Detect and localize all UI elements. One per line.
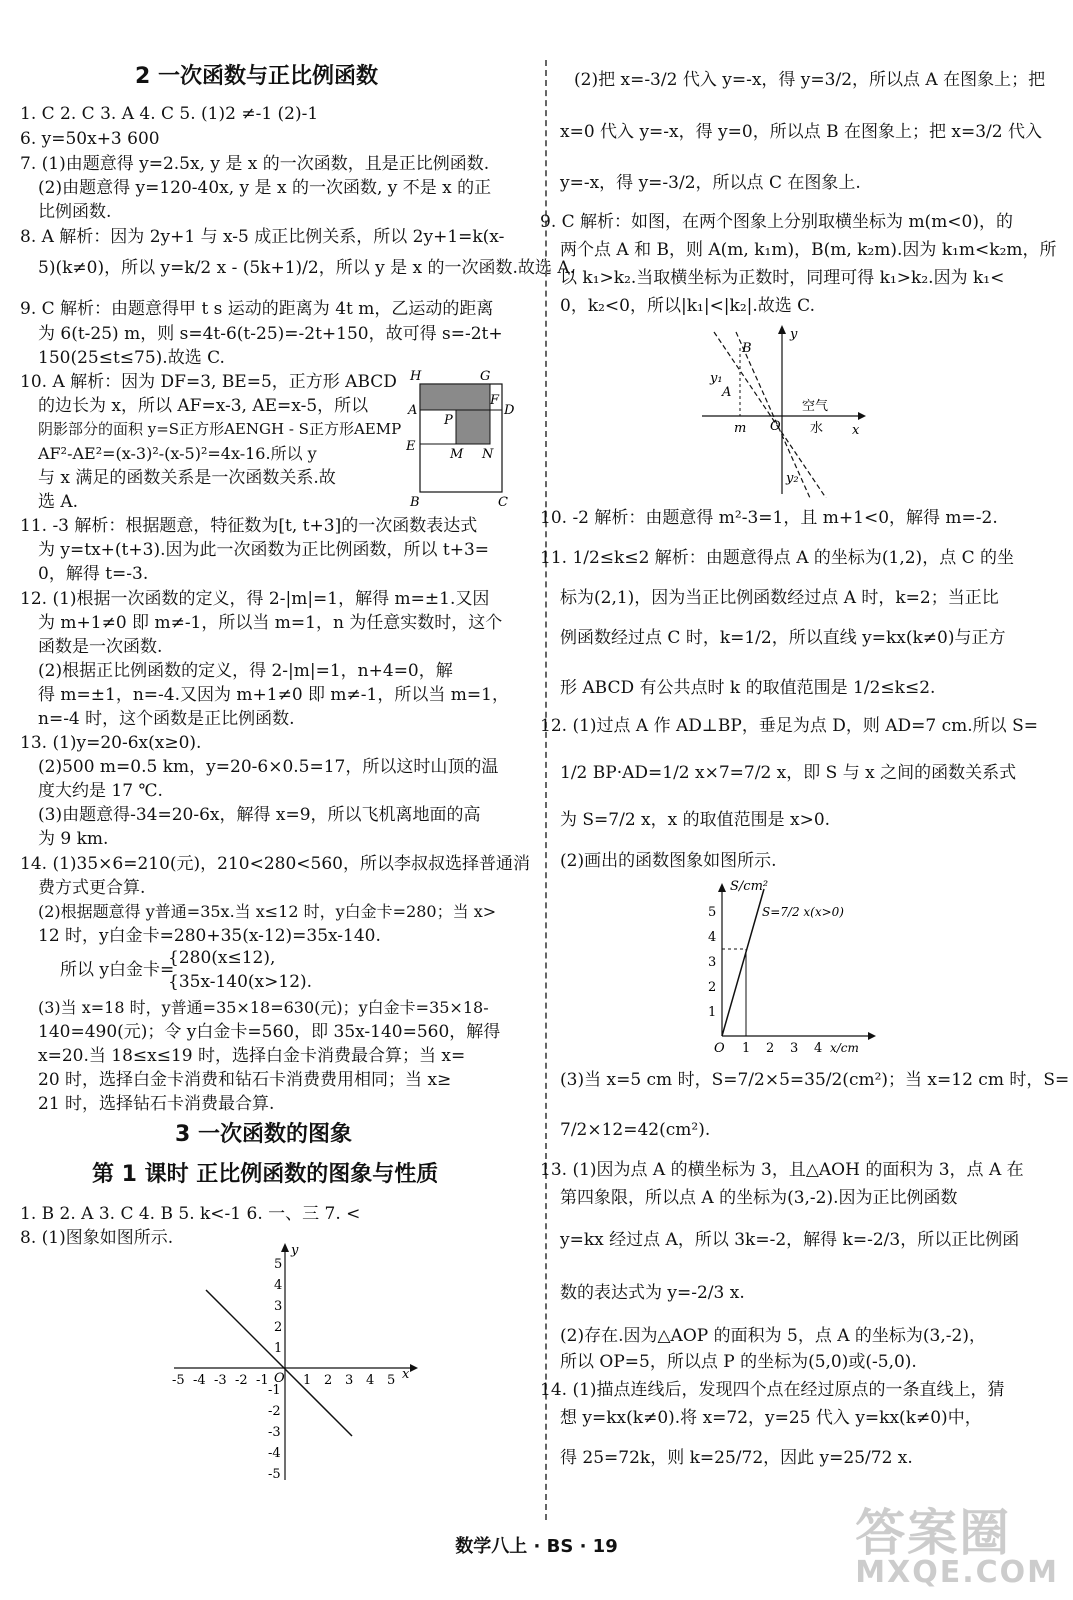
- text-line: (2)把 x=-3/2 代入 y=-x，得 y=3/2，所以点 A 在图象上；把: [574, 70, 1046, 90]
- text-line: (3)当 x=5 cm 时，S=7/2×5=35/2(cm²)；当 x=12 cm 时，S=: [560, 1070, 1070, 1090]
- column-divider: [545, 60, 547, 1520]
- text-line: 9. C 解析：由题意得甲 t s 运动的距离为 4t m，乙运动的距离: [20, 299, 494, 319]
- text-line: 所以 OP=5，所以点 P 的坐标为(5,0)或(-5,0).: [560, 1352, 917, 1372]
- x-tick-label: -1: [256, 1373, 269, 1388]
- label-O: O: [770, 419, 781, 434]
- text-line: 度大约是 17 ℃.: [38, 781, 163, 801]
- x-tick-label: -2: [235, 1373, 248, 1388]
- q9-figure: [700, 322, 870, 498]
- label-air: 空气: [802, 399, 829, 414]
- x-tick-label: 2: [766, 1041, 775, 1056]
- text-line: 1. C 2. C 3. A 4. C 5. (1)2 ≠-1 (2)-1: [20, 104, 319, 124]
- y-tick-label: 4: [708, 930, 717, 945]
- x-tick-labels: [742, 1041, 822, 1056]
- right-column: [540, 0, 1073, 1525]
- text-line: 第四象限，所以点 A 的坐标为(3,-2).因为正比例函数: [560, 1188, 958, 1208]
- text-line: 12. (1)根据一次函数的定义，得 2-|m|=1，解得 m=±1.又因: [20, 589, 490, 609]
- text-line: 150(25≤t≤75).故选 C.: [38, 348, 225, 368]
- label-G: G: [480, 369, 491, 384]
- x-tick-label: 3: [345, 1373, 354, 1388]
- text-line: 的边长为 x，所以 AF=x-3, AE=x-5，所以: [38, 396, 369, 416]
- x-axis-label: x: [402, 1367, 410, 1382]
- text-line: 得 m=±1，n=-4.又因为 m+1≠0 即 m≠-1，所以当 m=1，: [38, 685, 509, 705]
- text-line: 选 A.: [38, 492, 79, 512]
- label-y: y: [790, 327, 798, 342]
- origin-label: O: [274, 1371, 285, 1386]
- y-tick-labels: [268, 1257, 282, 1482]
- q10-figure: [406, 366, 530, 510]
- section-title-3: 3 一次函数的图象: [175, 1122, 352, 1147]
- text-line: (2)500 m=0.5 km，y=20-6×0.5=17，所以这时山顶的温: [38, 757, 499, 777]
- text-line: 得 25=72k，则 k=25/72，因此 y=25/72 x.: [560, 1448, 913, 1468]
- lesson-title: 第 1 课时 正比例函数的图象与性质: [92, 1162, 439, 1187]
- text-line: 两个点 A 和 B，则 A(m, k₁m)，B(m, k₂m).因为 k₁m<k₂m，所: [560, 240, 1057, 260]
- text-line: 为 6(t-25) m，则 s=4t-6(t-25)=-2t+150，故可得 s=-2t+: [38, 324, 503, 344]
- text-line: 标为(2,1)，因为当正比例函数经过点 A 时，k=2；当正比: [560, 588, 999, 608]
- text-line: 形 ABCD 有公共点时 k 的取值范围是 1/2≤k≤2.: [560, 678, 936, 698]
- watermark-url: MXQE.COM: [855, 1555, 1059, 1590]
- x-tick-label: 1: [303, 1373, 312, 1388]
- text-line: 9. C 解析：如图，在两个图象上分别取横坐标为 m(m<0)，的: [540, 212, 1014, 232]
- text-line: (2)画出的函数图象如图所示.: [560, 851, 777, 871]
- text-line: 7. (1)由题意得 y=2.5x, y 是 x 的一次函数，且是正比例函数.: [20, 154, 490, 174]
- label-B: B: [742, 341, 752, 356]
- x-tick-label: 4: [366, 1373, 375, 1388]
- text-line: 以 k₁>k₂.当取横坐标为正数时，同理可得 k₁>k₂.因为 k₁<: [560, 268, 1005, 288]
- text-line: 21 时，选择钻石卡消费最合算.: [38, 1094, 275, 1114]
- y-axis-label: y: [291, 1243, 299, 1258]
- text-line: y=-x，得 y=-3/2，所以点 C 在图象上.: [560, 173, 861, 193]
- text-line: 14. (1)描点连线后，发现四个点在经过原点的一条直线上，猜: [540, 1380, 1005, 1400]
- y-tick-label: 1: [274, 1341, 283, 1356]
- text-line: 函数是一次函数.: [38, 637, 163, 657]
- x-tick-label: 5: [387, 1373, 396, 1388]
- x-tick-label: -4: [193, 1373, 206, 1388]
- label-water: 水: [810, 421, 824, 436]
- text-line: x=20.当 18≤x≤19 时，选择白金卡消费最合算；当 x=: [38, 1046, 466, 1066]
- text-line: (2)由题意得 y=120-40x, y 是 x 的一次函数, y 不是 x 的正: [38, 178, 492, 198]
- x-tick-label: -5: [172, 1373, 185, 1388]
- text-line: 140=490(元)；令 y白金卡=560，即 35x-140=560，解得: [38, 1022, 501, 1042]
- watermark-text: 答案圈: [855, 1504, 1012, 1562]
- x-tick-label: 3: [790, 1041, 799, 1056]
- text-line: 比例函数.: [38, 202, 112, 222]
- label-A: A: [408, 403, 418, 418]
- label-H: H: [410, 369, 422, 384]
- text-line: 14. (1)35×6=210(元)，210<280<560，所以李叔叔选择普通消: [20, 854, 530, 874]
- label-x: x: [852, 423, 860, 438]
- text-line: 0，解得 t=-3.: [38, 564, 149, 584]
- text-line: 10. A 解析：因为 DF=3, BE=5，正方形 ABCD: [20, 372, 397, 392]
- label-m: m: [734, 421, 747, 436]
- text-line: 费方式更合算.: [38, 878, 146, 898]
- origin-label: O: [714, 1041, 725, 1056]
- text-line: (3)当 x=18 时，y普通=35×18=630(元)；y白金卡=35×18-: [38, 998, 489, 1017]
- text-line: (2)根据题意得 y普通=35x.当 x≤12 时，y白金卡=280；当 x>: [38, 902, 497, 921]
- y-tick-label: 1: [708, 1005, 717, 1020]
- text-line: 6. y=50x+3 600: [20, 129, 160, 149]
- label-P: P: [444, 413, 453, 428]
- y-tick-label: -2: [268, 1404, 281, 1419]
- text-line: 为 9 km.: [38, 829, 109, 849]
- y-tick-label: 2: [708, 980, 717, 995]
- text-line: 为 m+1≠0 即 m≠-1，所以当 m=1，n 为任意实数时，这个: [38, 613, 503, 633]
- label-y2: y₂: [786, 471, 799, 486]
- y-tick-label: -5: [268, 1467, 281, 1482]
- x-tick-label: 2: [324, 1373, 333, 1388]
- label-C: C: [498, 495, 508, 510]
- text-line: (2)存在.因为△AOP 的面积为 5，点 A 的坐标为(3,-2)，: [560, 1326, 986, 1346]
- q12-graph: [700, 876, 900, 1056]
- text-line: x=0 代入 y=-x，得 y=0，所以点 B 在图象上；把 x=3/2 代入: [560, 122, 1043, 142]
- text-line: 阴影部分的面积 y=S正方形AENGH - S正方形AEMP: [38, 420, 402, 438]
- text-line: 5)(k≠0)，所以 y=k/2 x - (5k+1)/2，所以 y 是 x 的一次函数.故选 A.: [38, 258, 575, 278]
- text-line: 所以 y白金卡=: [60, 960, 175, 980]
- y-tick-label: 5: [708, 905, 717, 920]
- text-line: 13. (1)因为点 A 的横坐标为 3，且△AOH 的面积为 3，点 A 在: [540, 1160, 1024, 1180]
- text-line: 1. B 2. A 3. C 4. B 5. k<-1 6. 一、三 7. <: [20, 1204, 361, 1224]
- text-line: {35x-140(x>12).: [168, 972, 313, 992]
- text-line: 12 时，y白金卡=280+35(x-12)=35x-140.: [38, 926, 381, 946]
- y-axis-label: S/cm²: [730, 879, 769, 894]
- label-N: N: [482, 447, 494, 462]
- text-line: 为 S=7/2 x，x 的取值范围是 x>0.: [560, 810, 831, 830]
- text-line: 11. -3 解析：根据题意，特征数为[t, t+3]的一次函数表达式: [20, 516, 478, 536]
- text-line: (3)由题意得-34=20-6x，解得 x=9，所以飞机离地面的高: [38, 805, 481, 825]
- text-line: 例函数经过点 C 时，k=1/2，所以直线 y=kx(k≠0)与正方: [560, 628, 1006, 648]
- y-tick-label: 5: [274, 1257, 283, 1272]
- y-tick-labels: [708, 905, 716, 1020]
- y-tick-label: 4: [274, 1278, 283, 1293]
- y-tick-label: -3: [268, 1425, 281, 1440]
- y-tick-label: 3: [274, 1299, 283, 1314]
- text-line: AF²-AE²=(x-3)²-(x-5)²=4x-16.所以 y: [38, 444, 317, 463]
- y-tick-label: 2: [274, 1320, 283, 1335]
- text-line: 0，k₂<0，所以|k₁|<|k₂|.故选 C.: [560, 296, 815, 316]
- section-title-2: 2 一次函数与正比例函数: [135, 64, 378, 89]
- y-tick-label: -4: [268, 1446, 281, 1461]
- y-tick-label: -1: [268, 1383, 281, 1398]
- text-line: 想 y=kx(k≠0).将 x=72，y=25 代入 y=kx(k≠0)中，: [560, 1408, 982, 1428]
- text-line: 8. (1)图象如图所示.: [20, 1228, 174, 1248]
- watermark-logo: [855, 1504, 1059, 1590]
- label-A: A: [722, 385, 732, 400]
- x-tick-label: 1: [742, 1041, 751, 1056]
- formula-label: S=7/2 x(x>0): [762, 905, 844, 919]
- y-tick-label: 3: [708, 955, 717, 970]
- text-line: 13. (1)y=20-6x(x≥0).: [20, 733, 202, 753]
- text-line: n=-4 时，这个函数是正比例函数.: [38, 709, 295, 729]
- label-F: F: [490, 393, 500, 408]
- label-E: E: [406, 439, 416, 454]
- text-line: 为 y=tx+(t+3).因为此一次函数为正比例函数，所以 t+3=: [38, 540, 490, 560]
- text-line: 7/2×12=42(cm²).: [560, 1120, 711, 1140]
- page-footer: 数学八上 · BS · 19: [455, 1536, 618, 1557]
- text-line: 12. (1)过点 A 作 AD⊥BP，垂足为点 D，则 AD=7 cm.所以 S=: [540, 716, 1038, 736]
- text-line: {280(x≤12),: [168, 948, 276, 968]
- text-line: 1/2 BP·AD=1/2 x×7=7/2 x，即 S 与 x 之间的函数关系式: [560, 763, 1017, 783]
- label-M: M: [450, 447, 464, 462]
- text-line: 11. 1/2≤k≤2 解析：由题意得点 A 的坐标为(1,2)，点 C 的坐: [540, 548, 1015, 568]
- label-B: B: [410, 495, 420, 510]
- text-line: 20 时，选择白金卡消费和钻石卡消费费用相同；当 x≥: [38, 1070, 452, 1090]
- x-tick-label: 4: [814, 1041, 823, 1056]
- text-line: y=kx 经过点 A，所以 3k=-2，解得 k=-2/3，所以正比例函: [560, 1230, 1020, 1250]
- text-line: 10. -2 解析：由题意得 m²-3=1，且 m+1<0，解得 m=-2.: [540, 508, 998, 528]
- q8-graph: [170, 1240, 420, 1485]
- x-axis-label: x/cm: [830, 1041, 859, 1055]
- text-line: 8. A 解析：因为 2y+1 与 x-5 成正比例关系，所以 2y+1=k(x-: [20, 227, 505, 247]
- x-tick-label: -3: [214, 1373, 227, 1388]
- label-y1: y₁: [710, 371, 723, 386]
- text-line: 数的表达式为 y=-2/3 x.: [560, 1283, 745, 1303]
- text-line: (2)根据正比例函数的定义，得 2-|m|=1，n+4=0，解: [38, 661, 453, 681]
- label-D: D: [504, 403, 515, 418]
- text-line: 与 x 满足的函数关系是一次函数关系.故: [38, 468, 336, 488]
